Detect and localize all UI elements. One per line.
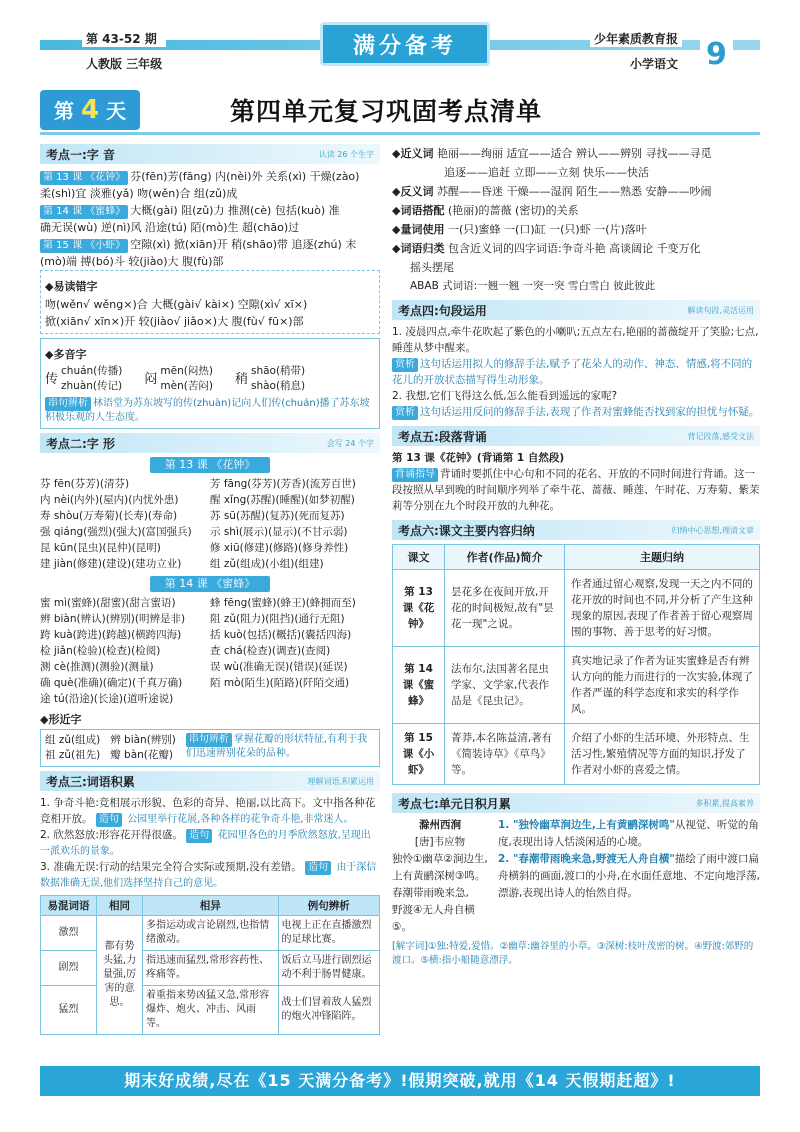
- theme-cell: 真实地记录了作者为证实蜜蜂是否有辨认方向的能力而进行的一次实验,体现了作者严谨的科学态度和求实的科学作风。: [565, 647, 760, 724]
- diff-cell: 指迅速而猛烈,常形容药性、疼痛等。: [143, 951, 279, 986]
- kp1-title: 考点一:字 音: [46, 147, 115, 162]
- table-header-row: [41, 896, 380, 916]
- polyphone-char: 传: [45, 371, 59, 387]
- vocab-num: 1.: [40, 797, 51, 809]
- right-column: [392, 144, 760, 968]
- kp2-title: 考点二:字 形: [46, 436, 115, 451]
- chars-right: [210, 595, 380, 707]
- lesson-tag: 第 15 课 《小虾》: [40, 239, 128, 253]
- kp6-title: 考点六:课文主要内容归纳: [398, 523, 535, 538]
- word-cell: 猛烈: [41, 986, 97, 1035]
- char-entry: 蜜 mì(蜜蜂)(甜蜜)(甜言蜜语): [40, 597, 176, 609]
- example-tag: 造句: [96, 813, 122, 827]
- easy-misread-line: 掀(xiān√ xīn×)开 较(jiào√ jiǎo×)大 腹(fù√ fū×)部: [45, 315, 304, 328]
- lesson-cell: 第 14 课《蜜蜂》: [393, 647, 445, 724]
- masthead: 满分备考: [320, 22, 490, 66]
- table-row: [393, 570, 760, 647]
- issue-number: 第 43-52 期: [82, 30, 166, 47]
- word-list-label: ◆量词使用: [392, 223, 445, 236]
- confusable-words-table: [40, 895, 380, 1035]
- table-header: 课文: [393, 545, 445, 570]
- kp6-header: [392, 520, 760, 540]
- kp1-line: [40, 219, 380, 236]
- kp3-subtitle: 理解词语,积累运用: [307, 776, 374, 786]
- table-header: 相同: [97, 896, 143, 916]
- poem-note: [498, 817, 760, 851]
- word-list-line: [392, 239, 760, 258]
- word-list-text: 摇头摆尾: [410, 261, 454, 274]
- pinyin-text: (mò)端 搏(bó)斗 较(jiào)大 腹(fù)部: [40, 255, 224, 268]
- word-list-line: [392, 144, 760, 163]
- poem-line: 独怜①幽草②涧边生,: [392, 853, 488, 865]
- char-entry: 陌 mò(陌生)(陌路)(阡陌交通): [210, 677, 350, 689]
- char-entry: 辨 biàn(辨认)(辨别)(明辨是非): [40, 613, 186, 625]
- theme-cell: 作者通过留心观察,发现一天之内不同的花开放的时间也不同,并分析了产生这种现象的原因,表现了作者善于留心观察周围的事物、善于思考的好习惯。: [565, 570, 760, 647]
- footer-banner: 期末好成绩,尽在《15 天满分备考》!假期突破,就用《14 天假期赶超》!: [40, 1066, 760, 1096]
- kp1-subtitle: 认读 26 个生字: [318, 149, 374, 159]
- polyphone-reading: shāo(稍带): [250, 365, 306, 377]
- example-text: 花园里各色的月季欣然怒放,呈现出一派欢乐的景象。: [40, 830, 371, 857]
- kp5-header: [392, 426, 760, 446]
- left-column: [40, 144, 380, 1035]
- table-row: [41, 986, 380, 1035]
- kp4-q1: 1. 凌晨四点,牵牛花吹起了紫色的小喇叭;五点左右,艳丽的蔷薇绽开了笑脸;七点,睡莲从梦中醒来。: [392, 326, 759, 354]
- easy-misread-title: ◆易读错字: [45, 280, 98, 293]
- table-header: 例句辨析: [278, 896, 379, 916]
- edition: 人教版 三年级: [82, 55, 166, 72]
- pinyin-text: 芬(fēn)芳(fāng) 内(nèi)外 关系(xì) 干燥(zào): [130, 170, 360, 183]
- char-entry: 建 jiàn(修建)(建设)(建功立业): [40, 558, 182, 570]
- kp4-q1-analysis: [392, 356, 760, 388]
- char-entry: 途 tú(沿途)(长途)(道听途说): [40, 693, 174, 705]
- polyphone-title: ◆多音字: [45, 348, 87, 361]
- guide-tag: 背诵指导: [392, 468, 438, 482]
- table-header-row: [393, 545, 760, 570]
- analysis-text: 这句话运用拟人的修辞手法,赋予了花朵人的动作、神态、情感,将不同的花儿的开放状态描写得生动形象。: [392, 358, 753, 386]
- char-entry: 确 què(准确)(确定)(千真万确): [40, 677, 183, 689]
- shape-item: 瓣 bàn(花瓣): [110, 749, 173, 761]
- poem-line: 野渡④无人舟自横⑤。: [392, 904, 475, 933]
- poem-quote: 1. "独怜幽草涧边生,上有黄鹂深树鸣": [498, 819, 675, 831]
- shape-item: 辨 biàn(辨别): [110, 734, 176, 746]
- day-suffix: 天: [106, 99, 127, 123]
- table-header: 易混词语: [41, 896, 97, 916]
- word-list-text: 包含近义词的四字词语:争奇斗艳 高谈阔论 千变万化: [447, 242, 701, 255]
- lessons-table: [392, 544, 760, 785]
- poem-explain: 从视觉、听觉的角度,表现出诗人恬淡闲适的心境。: [498, 819, 759, 848]
- word-list-line: [392, 201, 760, 220]
- kp5-title: 考点五:段落背诵: [398, 429, 487, 444]
- header-left: [82, 30, 166, 72]
- poem-quote: 2. "春潮带雨晚来急,野渡无人舟自横": [498, 853, 675, 865]
- polyphone-char: 闷: [144, 371, 158, 387]
- char-entry: 检 jiǎn(检验)(检查)(检阅): [40, 645, 161, 657]
- kp5-lesson: 第 13 课《花钟》(背诵第 1 自然段): [392, 452, 565, 464]
- char-entry: 寿 shòu(万寿菊)(长寿)(寿命): [40, 510, 178, 522]
- word-list-text: 追逐——追赶 立即——立刻 快乐——快活: [444, 166, 649, 179]
- vocab-item: [40, 827, 380, 859]
- analysis-text: 林语堂为苏东坡写的传(zhuàn)记向人们传(chuán)播了苏东坡积极乐观的人生态度。: [45, 398, 370, 423]
- kp7-subtitle: 多积累,提高素养: [695, 798, 754, 808]
- word-lists: [392, 144, 760, 296]
- char-entry: 内 nèi(内外)(屋内)(内忧外患): [40, 494, 179, 506]
- table-row: [393, 724, 760, 785]
- poem-note: [498, 851, 760, 902]
- char-entry: 昆 kūn(昆虫)(昆仲)(昆明): [40, 542, 161, 554]
- diff-cell: 着重指来势凶猛又急,常形容爆炸、炮火、冲击、风雨等。: [143, 986, 279, 1035]
- shape-item: 组 zǔ(组成): [45, 734, 101, 746]
- kp1-line: [40, 253, 380, 270]
- word-list-label: ◆词语归类: [392, 242, 445, 255]
- lesson-tag: 第 14 课 《蜜蜂》: [40, 205, 128, 219]
- polyphone-reading: mēn(闷热): [160, 365, 213, 377]
- word-list-line: [392, 182, 760, 201]
- char-entry: 阻 zǔ(阻力)(阻挡)(通行无阻): [210, 613, 345, 625]
- char-entry: 括 kuò(包括)(概括)(囊括四海): [210, 629, 352, 641]
- shape-title: ◆形近字: [40, 713, 82, 726]
- vocab-text: 争奇斗艳:竞相展示形貌、色彩的奇异、艳丽,以比高下。文中指各种花竞相开放。: [40, 797, 376, 825]
- word-list-text: (艳丽)的蔷薇 (密切)的关系: [447, 204, 579, 217]
- author-cell: 菁莽,本名陈益清,著有《简装诗草》《草鸟》等。: [445, 724, 565, 785]
- kp1-line: [40, 236, 380, 253]
- theme-cell: 介绍了小虾的生活环境、外形特点、生活习性,繁殖情况等方面的知识,抒发了作者对小虾的喜爱之情。: [565, 724, 760, 785]
- day-prefix: 第: [53, 99, 74, 123]
- kp1-line: [40, 202, 380, 219]
- kp4-q2-analysis: [392, 404, 760, 420]
- analysis-text: 这句话运用反问的修辞手法,表现了作者对蜜蜂能否找到家的担忧与怀疑。: [420, 406, 760, 418]
- diff-cell: 多指运动或言论剧烈,也指情绪激动。: [143, 916, 279, 951]
- vocab-text: 欣然怒放:形容花开得很盛。: [53, 829, 183, 841]
- kp4-header: [392, 300, 760, 320]
- word-list-text: 艳丽——绚丽 适宜——适合 辨认——辨别 寻找——寻觅: [436, 147, 712, 160]
- analysis-tag: 串句辨析: [186, 733, 232, 747]
- kp1-line: [40, 168, 380, 185]
- polyphone-grid: [45, 364, 375, 394]
- polyphone-reading: zhuàn(传记): [61, 380, 123, 392]
- word-list-line: [392, 277, 760, 296]
- example-cell: 战士们冒着敌人猛烈的炮火冲锋陷阵。: [278, 986, 379, 1035]
- word-list-line: [392, 258, 760, 277]
- shape-analysis: [186, 733, 375, 763]
- analysis-tag: 串句辨析: [45, 397, 91, 411]
- char-entry: 测 cè(推测)(测验)(测量): [40, 661, 154, 673]
- polyphone-item: [144, 364, 213, 394]
- pinyin-text: 空隙(xì) 掀(xiān)开 稍(shāo)带 追逐(zhú) 末: [130, 238, 357, 251]
- word-list-line: [392, 163, 760, 182]
- example-tag: 造句: [186, 829, 212, 843]
- subject-name: 小学语文: [590, 55, 682, 72]
- polyphone-item: [235, 364, 305, 394]
- kp7-title: 考点七:单元日积月累: [398, 796, 511, 811]
- lesson-cell: 第 15 课《小虾》: [393, 724, 445, 785]
- word-list-label: ◆词语搭配: [392, 204, 445, 217]
- lesson-tag: 第 13 课 《花钟》: [40, 171, 128, 185]
- shape-pair: [110, 733, 176, 763]
- analysis-tag: 赏析: [392, 358, 418, 372]
- char-entry: 强 qiáng(强烈)(强大)(富国强兵): [40, 526, 192, 538]
- char-entry: 醒 xǐng(苏醒)(睡醒)(如梦初醒): [210, 494, 355, 506]
- kp1-lines: [40, 168, 380, 270]
- char-entry: 芳 fāng(芬芳)(芳香)(流芳百世): [210, 478, 356, 490]
- easy-misread-line: 吻(wěn√ wěng×)合 大概(gài√ kài×) 空隙(xì√ xī×): [45, 298, 308, 311]
- example-text: 公园里举行花展,各种各样的花争奇斗艳,非常迷人。: [127, 814, 354, 825]
- author-cell: 昙花多在夜间开放,开花的时间极短,故有"昙花一现"之说。: [445, 570, 565, 647]
- poem-author: [唐]韦应物: [414, 836, 466, 848]
- example-tag: 造句: [305, 861, 331, 875]
- lesson-13-chars: [40, 476, 380, 572]
- table-row: [41, 916, 380, 951]
- analysis-tag: 赏析: [392, 406, 418, 420]
- kp5-guide: [392, 466, 760, 514]
- brand-name: 少年素质教育报: [590, 30, 682, 47]
- polyphone-analysis: [45, 397, 375, 425]
- vocab-item: [40, 859, 380, 891]
- page-header: [0, 0, 800, 86]
- guide-text: 背诵时要抓住中心句和不同的花名、开放的不同时间进行背诵。这一段按照从早到晚的时间顺序列举了牵牛花、蔷薇、睡莲、午时花、万寿菊、紫茉莉等分别在九个时段开放的九种花。: [392, 468, 760, 512]
- header-right: [590, 30, 682, 72]
- word-list-label: ◆反义词: [392, 185, 434, 198]
- page-number: 9: [700, 38, 733, 72]
- char-entry: 芬 fēn(芬芳)(清芬): [40, 478, 130, 490]
- analysis-text: 掌握花瓣的形状特征,有利于我们迅速辨别花朵的品种。: [185, 734, 368, 759]
- polyphone-char: 稍: [234, 371, 248, 387]
- kp2-subtitle: 会写 24 个字: [326, 438, 374, 448]
- pinyin-text: 大概(gài) 阻(zǔ)力 推测(cè) 包括(kuò) 准: [130, 204, 340, 217]
- poem-title: 滁州西涧: [419, 819, 461, 831]
- kp5-subtitle: 背记段落,感受文法: [687, 431, 754, 441]
- kp6-subtitle: 归纳中心思想,理清文章: [671, 525, 754, 535]
- char-entry: 苏 sū(苏醒)(复苏)(死而复苏): [210, 510, 345, 522]
- word-list-line: [392, 220, 760, 239]
- char-entry: 查 chá(检查)(调查)(查阅): [210, 645, 331, 657]
- table-header: 主题归纳: [565, 545, 760, 570]
- poem: [392, 817, 488, 936]
- word-cell: 剧烈: [41, 951, 97, 986]
- table-row: [41, 951, 380, 986]
- pinyin-text: 确无误(wù) 逆(nì)风 沿途(tú) 陌(mò)生 超(chāo)过: [40, 221, 300, 234]
- chars-left: [40, 476, 210, 572]
- shape-pair: [45, 733, 100, 763]
- author-cell: 法布尔,法国著名昆虫学家、文学家,代表作品是《昆虫记》。: [445, 647, 565, 724]
- kp2-header: [40, 433, 380, 453]
- char-entry: 误 wù(准确无误)(错误)(延误): [210, 661, 348, 673]
- poem-line: 春潮带雨晚来急,: [392, 887, 469, 899]
- day-number: 4: [80, 95, 100, 125]
- word-list-text: 一(只)蜜蜂 一(口)缸 一(只)虾 一(片)落叶: [447, 223, 647, 236]
- word-list-text: ABAB 式词语:一翘一翘 一突一突 雪白雪白 彼此彼此: [410, 280, 656, 292]
- lesson-13-pill: 第 13 课 《花钟》: [150, 457, 270, 473]
- poem-section: [392, 817, 760, 936]
- kp4-title: 考点四:句段运用: [398, 303, 487, 318]
- example-cell: 饭后立马进行剧烈运动不利于肠胃健康。: [278, 951, 379, 986]
- kp4-subtitle: 解读句段,灵活运用: [687, 305, 754, 315]
- kp4-q2: 2. 我想,它们飞得这么低,怎么能看到遥远的家呢?: [392, 390, 618, 402]
- kp1-line: [40, 185, 380, 202]
- polyphone-item: [45, 364, 122, 394]
- polyphone-reading: mèn(苦闷): [160, 380, 213, 392]
- kp1-header: [40, 144, 380, 164]
- word-cell: 激烈: [41, 916, 97, 951]
- lesson-14-pill: 第 14 课 《蜜蜂》: [150, 576, 270, 592]
- vocab-item: [40, 795, 380, 827]
- char-entry: 示 shì(展示)(显示)(不甘示弱): [210, 526, 348, 538]
- lesson-cell: 第 13 课《花钟》: [393, 570, 445, 647]
- polyphone-reading: chuán(传播): [61, 365, 123, 377]
- shape-item: 祖 zǔ(祖先): [45, 749, 101, 761]
- char-entry: 跨 kuà(跨进)(跨越)(横跨四海): [40, 629, 182, 641]
- char-entry: 修 xiū(修建)(修路)(修身养性): [210, 542, 349, 554]
- title-divider: [40, 132, 760, 135]
- table-row: [393, 647, 760, 724]
- polyphone-box: [40, 338, 380, 429]
- kp3-header: [40, 771, 380, 791]
- page-title: 第四单元复习巩固考点清单: [230, 97, 543, 126]
- example-text: 由于深信数据准确无误,他们选择坚持自己的意见。: [40, 862, 377, 889]
- poem-notes: [498, 817, 760, 936]
- chars-right: [210, 476, 380, 572]
- same-cell: 都有势头猛,力量强,厉害的意思。: [97, 916, 143, 1035]
- word-list-text: 苏醒——昏迷 干燥——湿润 陌生——熟悉 安静——吵闹: [436, 185, 712, 198]
- table-header: 相异: [143, 896, 279, 916]
- vocab-num: 2.: [40, 829, 51, 841]
- vocab-num: 3.: [40, 861, 51, 873]
- char-entry: 蜂 fēng(蜜蜂)(蜂王)(蜂拥而至): [210, 597, 356, 609]
- char-entry: 组 zǔ(组成)(小组)(组建): [210, 558, 324, 570]
- lesson-14-chars: [40, 595, 380, 707]
- pinyin-text: 柔(shì)宜 淡雅(yǎ) 吻(wěn)合 组(zǔ)成: [40, 187, 238, 200]
- poem-explain: 描绘了雨中渡口扁舟横斜的画面,渡口的小舟,在水面任意地、不定向地浮荡,漂游,表现出诗人的怡然自得。: [498, 853, 761, 899]
- example-cell: 电视上正在直播激烈的足球比赛。: [278, 916, 379, 951]
- kp7-header: [392, 793, 760, 813]
- day-badge: [40, 90, 140, 130]
- table-header: 作者(作品)简介: [445, 545, 565, 570]
- word-list-label: ◆近义词: [392, 147, 434, 160]
- chars-left: [40, 595, 210, 707]
- poem-glossary: [解字词]①独:特爱,爱惜。②幽草:幽谷里的小草。③深树:枝叶茂密的树。④野渡:郊野的渡口。⑤横:指小船随意漂浮。: [392, 941, 754, 966]
- poem-line: 上有黄鹂深树③鸣。: [392, 870, 486, 882]
- shape-box: [40, 729, 380, 767]
- kp3-title: 考点三:词语积累: [46, 774, 135, 789]
- vocab-text: 准确无误:行动的结果完全符合实际或预期,没有差错。: [53, 861, 302, 873]
- polyphone-reading: shào(稍息): [250, 380, 306, 392]
- easy-misread-box: [40, 270, 380, 334]
